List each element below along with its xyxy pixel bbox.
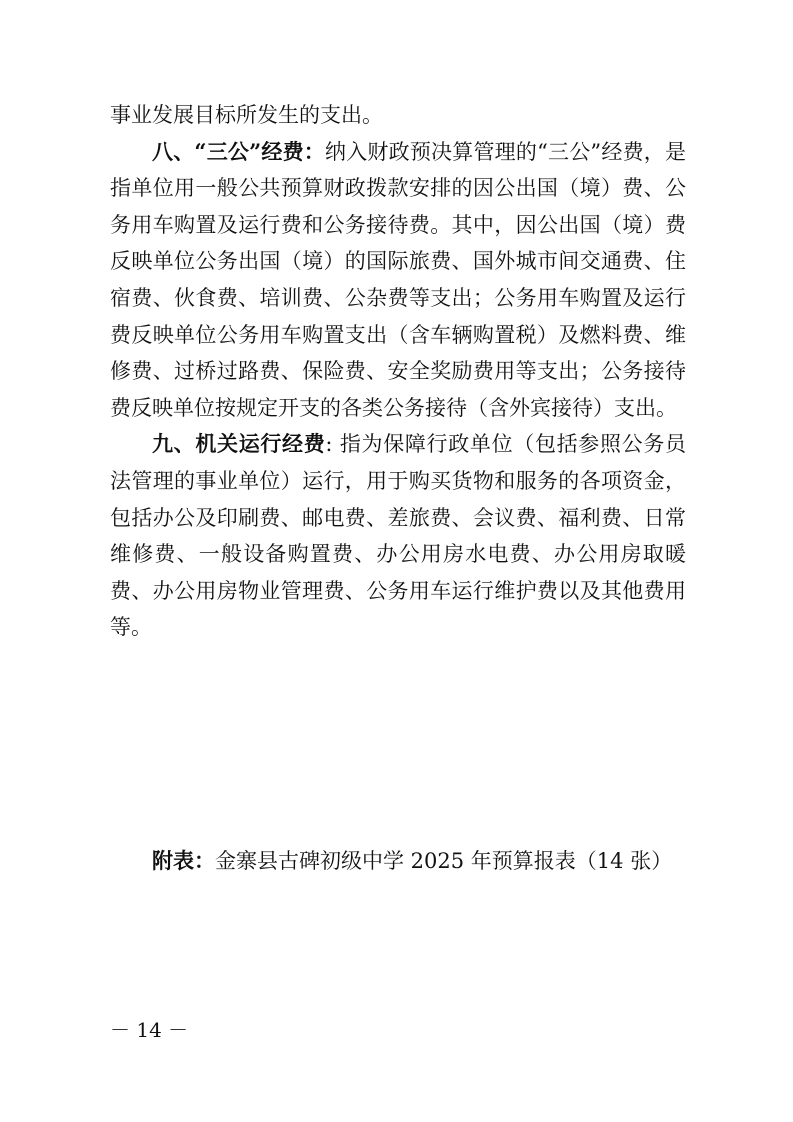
- paragraph-operating-expenses: [110, 426, 686, 646]
- attachment-label: 附表：: [152, 848, 215, 873]
- term-heading: 九、机关运行经费: [152, 431, 326, 457]
- paragraph-text: 纳入财政预决算管理的“三公”经费，是指单位用一般公共预算财政拨款安排的因公出国（境）费、公务用车购置及运行费和公务接待费。其中，因公出国（境）费反映单位公务出国（境）的国际旅费、国外城市间交通费、住宿费、伙食费、培训费、公杂费等支出；公务用车购置及运行费反映单位公务用车购置支出（含车辆购置税）及燃料费、维修费、过桥过路费、保险费、安全奖励费用等支出；公务接待费反映单位按规定开支的各类公务接待（含外宾接待）支出。: [110, 139, 686, 420]
- paragraph-three-public-expenses: [110, 134, 686, 427]
- body-text: [110, 97, 686, 646]
- term-heading: 八、“三公”经费：: [152, 138, 326, 164]
- page-number: － 14 －: [110, 1018, 189, 1042]
- paragraph-text: 事业发展目标所发生的支出。: [110, 103, 383, 127]
- attachment-note: [152, 845, 672, 877]
- paragraph-text: : 指为保障行政单位（包括参照公务员法管理的事业单位）运行，用于购买货物和服务的各项资金，包括办公及印刷费、邮电费、差旅费、会议费、福利费、日常维修费、一般设备购置费、办公用房水电费、办公用房取暖费、办公用房物业管理费、公务用车运行维护费以及其他费用等。: [110, 432, 687, 640]
- attachment-text: 金寨县古碑初级中学 2025 年预算报表（14 张）: [215, 849, 673, 873]
- paragraph-continuation: [110, 97, 686, 134]
